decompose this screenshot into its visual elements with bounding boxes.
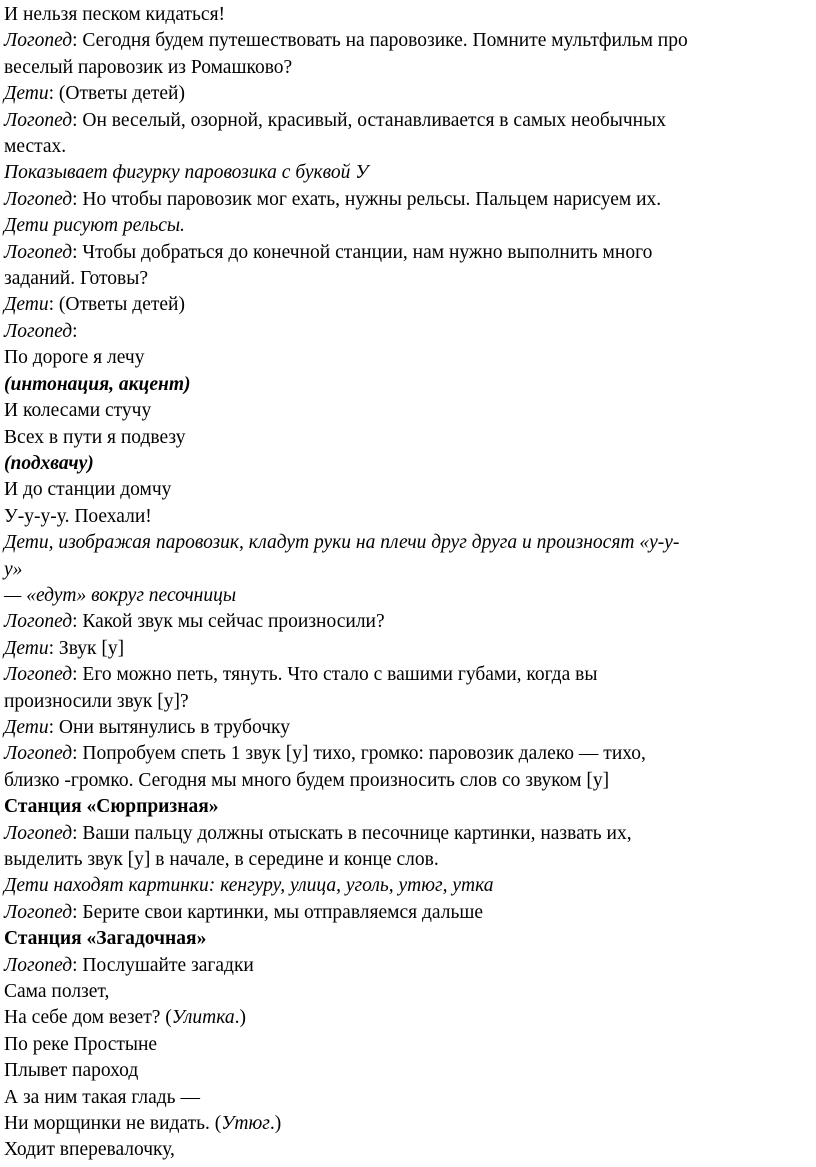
- emphasis-run: Дети: [4, 83, 49, 105]
- text-line: [4, 81, 816, 107]
- text-run: заданий. Готовы?: [4, 268, 149, 290]
- emphasis-run: Дети находят картинки: кенгуру, улица, уголь, утюг, утка: [4, 875, 494, 897]
- section-heading: Станция «Загадочная»: [4, 928, 207, 950]
- emphasis-run: Логопед: [4, 743, 73, 765]
- text-run: : Они вытянулись в трубочку: [48, 716, 290, 738]
- emphasis-run: Логопед: [4, 109, 73, 131]
- emphasis-run: Дети, изображая паровозик, кладут руки на плечи друг друга и произносят «у-у-: [4, 532, 680, 554]
- text-run: местах.: [4, 136, 67, 158]
- text-run: И нельзя песком кидаться!: [4, 4, 226, 25]
- text-run: веселый паровозик из Ромашково?: [4, 56, 293, 78]
- text-line: [4, 425, 816, 451]
- text-line: [4, 187, 816, 213]
- text-run: :: [72, 320, 78, 342]
- text-run: : Он веселый, озорной, красивый, останавливается в самых необычных: [72, 109, 666, 131]
- text-line: [4, 847, 816, 873]
- text-run: : Чтобы добраться до конечной станции, нам нужно выполнить много: [72, 241, 653, 263]
- text-line: [4, 504, 816, 530]
- text-line: [4, 451, 816, 477]
- emphasis-run: Логопед: [4, 901, 73, 923]
- text-line: [4, 636, 816, 662]
- emphasis-run: (интонация, акцент): [4, 373, 191, 395]
- emphasis-run: Утюг: [221, 1113, 270, 1135]
- text-line: [4, 477, 816, 503]
- emphasis-run: Логопед: [4, 320, 73, 342]
- emphasis-run: Логопед: [4, 30, 73, 52]
- emphasis-run: Дети: [4, 637, 49, 659]
- emphasis-run: Улитка: [171, 1007, 235, 1029]
- text-line: [4, 1005, 816, 1031]
- text-line: [4, 1111, 816, 1137]
- emphasis-run: Логопед: [4, 664, 73, 686]
- text-line: [4, 662, 816, 688]
- text-line: [4, 240, 816, 266]
- section-heading: Станция «Сюрпризная»: [4, 796, 219, 818]
- emphasis-run: Логопед: [4, 188, 73, 210]
- text-run: : Его можно петь, тянуть. Что стало с вашими губами, когда вы: [72, 664, 598, 686]
- emphasis-run: (подхвачу): [4, 452, 94, 474]
- text-line: [4, 1032, 816, 1058]
- text-run: выделить звук [у] в начале, в середине и конце слов.: [4, 849, 439, 870]
- text-run: произносили звук [у]?: [4, 690, 189, 712]
- text-run: : Попробуем спеть 1 звук [у] тихо, громко: паровозик далеко — тихо,: [72, 743, 646, 765]
- text-line: [4, 715, 816, 741]
- text-run: И колесами стучу: [4, 400, 152, 422]
- text-run: .): [269, 1113, 282, 1135]
- text-line: [4, 2, 816, 28]
- text-line: [4, 292, 816, 318]
- text-line: [4, 768, 816, 794]
- text-line: [4, 583, 816, 609]
- text-line: [4, 108, 816, 134]
- text-run: Ни морщинки не видать. (: [4, 1113, 222, 1135]
- text-run: .): [234, 1007, 247, 1029]
- emphasis-run: Дети: [4, 294, 49, 316]
- text-line: [4, 55, 816, 81]
- text-run: : Ваши пальцу должны отыскать в песочнице картинки, назвать их,: [72, 822, 632, 844]
- emphasis-run: Логопед: [4, 822, 73, 844]
- text-line: [4, 398, 816, 424]
- text-line: [4, 372, 816, 398]
- text-line: [4, 530, 816, 556]
- text-line: [4, 28, 816, 54]
- text-run: А за ним такая гладь —: [4, 1086, 200, 1108]
- text-run: Всех в пути я подвезу: [4, 426, 186, 448]
- text-run: близко -громко. Сегодня мы много будем произносить слов со звуком [у]: [4, 769, 610, 791]
- text-run: По дороге я лечу: [4, 347, 145, 369]
- text-line: [4, 689, 816, 715]
- text-run: На себе дом везет? (: [4, 1007, 172, 1029]
- text-line: [4, 900, 816, 926]
- emphasis-run: Логопед: [4, 241, 73, 263]
- text-line: [4, 213, 816, 239]
- text-line: [4, 821, 816, 847]
- emphasis-run: Логопед: [4, 611, 73, 633]
- text-line: [4, 1058, 816, 1084]
- text-line: [4, 134, 816, 160]
- text-line: [4, 741, 816, 767]
- emphasis-run: Дети рисуют рельсы.: [4, 215, 185, 237]
- text-line: [4, 926, 816, 952]
- text-run: : (Ответы детей): [48, 294, 185, 316]
- text-line: [4, 345, 816, 371]
- text-run: : Берите свои картинки, мы отправляемся дальше: [72, 901, 484, 923]
- text-run: : Какой звук мы сейчас произносили?: [72, 611, 385, 633]
- text-run: : (Ответы детей): [48, 83, 185, 105]
- text-line: [4, 979, 816, 1005]
- text-run: Сама ползет,: [4, 981, 110, 1003]
- emphasis-run: — «едут» вокруг песочницы: [4, 584, 237, 606]
- text-line: [4, 794, 816, 820]
- text-run: : Послушайте загадки: [72, 954, 254, 976]
- text-run: : Сегодня будем путешествовать на паровозике. Помните мультфильм про: [72, 30, 688, 52]
- text-line: [4, 609, 816, 635]
- text-run: : Звук [у]: [48, 637, 125, 659]
- emphasis-run: Показывает фигурку паровозика с буквой У: [4, 162, 369, 184]
- text-line: [4, 160, 816, 186]
- text-line: [4, 953, 816, 979]
- text-line: [4, 1085, 816, 1111]
- text-run: И до станции домчу: [4, 479, 172, 501]
- text-line: [4, 873, 816, 899]
- text-run: Ходит вперевалочку,: [4, 1139, 175, 1161]
- text-line: [4, 1137, 816, 1163]
- text-line: [4, 319, 816, 345]
- text-run: : Но чтобы паровозик мог ехать, нужны рельсы. Пальцем нарисуем их.: [72, 188, 662, 210]
- emphasis-run: у»: [4, 558, 23, 580]
- emphasis-run: Дети: [4, 716, 49, 738]
- text-run: У-у-у-у. Поехали!: [4, 505, 152, 527]
- text-line: [4, 266, 816, 292]
- text-run: По реке Простыне: [4, 1033, 158, 1055]
- text-run: Плывет пароход: [4, 1060, 139, 1082]
- emphasis-run: Логопед: [4, 954, 73, 976]
- text-line: [4, 557, 816, 583]
